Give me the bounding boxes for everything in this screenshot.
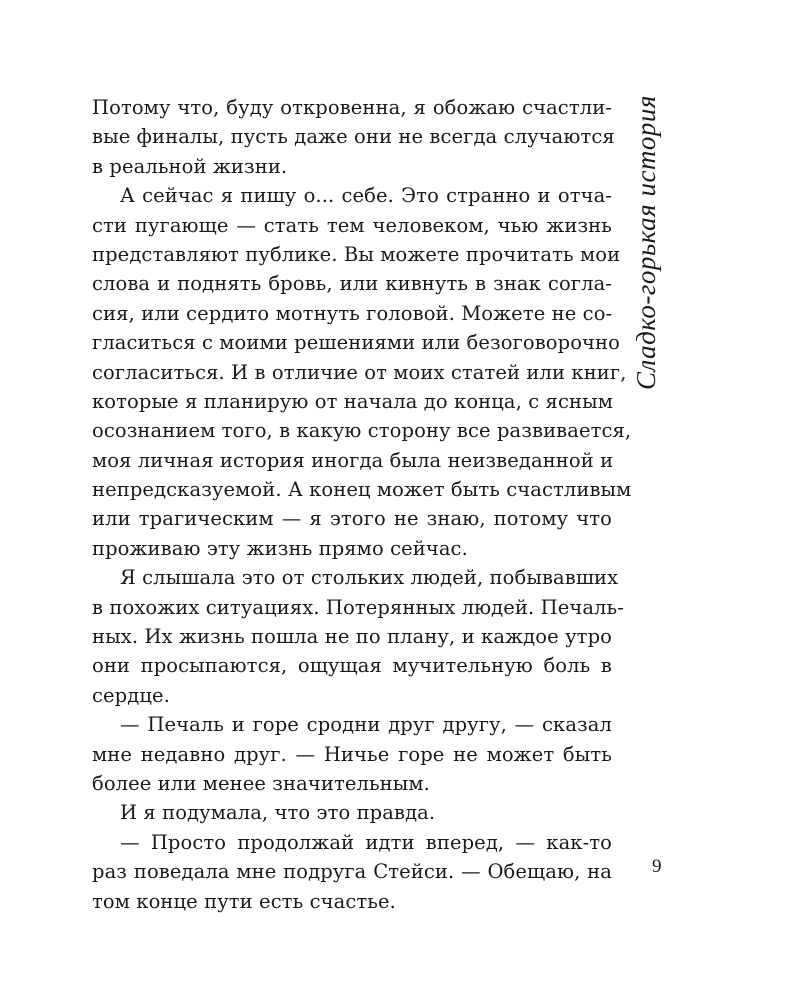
text-line: слова и поднять бровь, или кивнуть в знак согла- <box>92 272 612 296</box>
text-line: А сейчас я пишу о... себе. Это странно и отча- <box>120 184 612 208</box>
text-line: Потому что, буду откровенна, я обожаю счастли- <box>92 96 612 119</box>
text-line: которые я планирую от начала до конца, с ясным <box>92 389 613 413</box>
text-line: И я подумала, что это правда. <box>120 801 436 825</box>
text-line: проживаю эту жизнь прямо сейчас. <box>92 536 468 560</box>
text-line: том конце пути есть счастье. <box>92 889 396 913</box>
text-line: сти пугающе — стать тем человеком, чью жизнь <box>92 213 612 237</box>
text-line: — Печаль и горе сродни друг другу, — сказал <box>120 713 612 737</box>
text-line: — Просто продолжай идти вперед, — как-то <box>120 830 612 854</box>
body-text <box>92 93 632 916</box>
page-number: 9 <box>652 856 662 877</box>
text-line: в реальной жизни. <box>92 154 288 178</box>
text-line: сия, или сердито мотнуть головой. Можете не со- <box>92 301 613 325</box>
text-line: Я слышала это от стольких людей, побывавших <box>120 566 619 590</box>
text-line: сердце. <box>92 683 170 707</box>
text-line: в похожих ситуациях. Потерянных людей. Печаль- <box>92 595 624 619</box>
text-line: более или менее значительным. <box>92 771 430 795</box>
text-line: раз поведала мне подруга Стейси. — Обещаю, на <box>92 860 612 884</box>
text-line: или трагическим — я этого не знаю, потому что <box>92 507 612 531</box>
text-line: гласиться с моими решениями или безоговорочно <box>92 331 620 355</box>
running-title: Сладко-горькая история <box>631 95 661 390</box>
text-line: они просыпаются, ощущая мучительную боль в <box>92 654 612 678</box>
text-line: ных. Их жизнь пошла не по плану, и каждое утро <box>92 625 612 649</box>
text-line: согласиться. И в отличие от моих статей или книг, <box>92 360 627 384</box>
text-line: представляют публике. Вы можете прочитать мои <box>92 242 621 266</box>
text-line: осознанием того, в какую сторону все развивается, <box>92 419 632 443</box>
text-line: вые финалы, пусть даже они не всегда случаются <box>92 125 615 149</box>
text-line: моя личная история иногда была неизведанной и <box>92 448 614 472</box>
text-line: мне недавно друг. — Ничье горе не может быть <box>92 742 612 766</box>
text-line: непредсказуемой. А конец может быть счастливым <box>92 478 632 502</box>
